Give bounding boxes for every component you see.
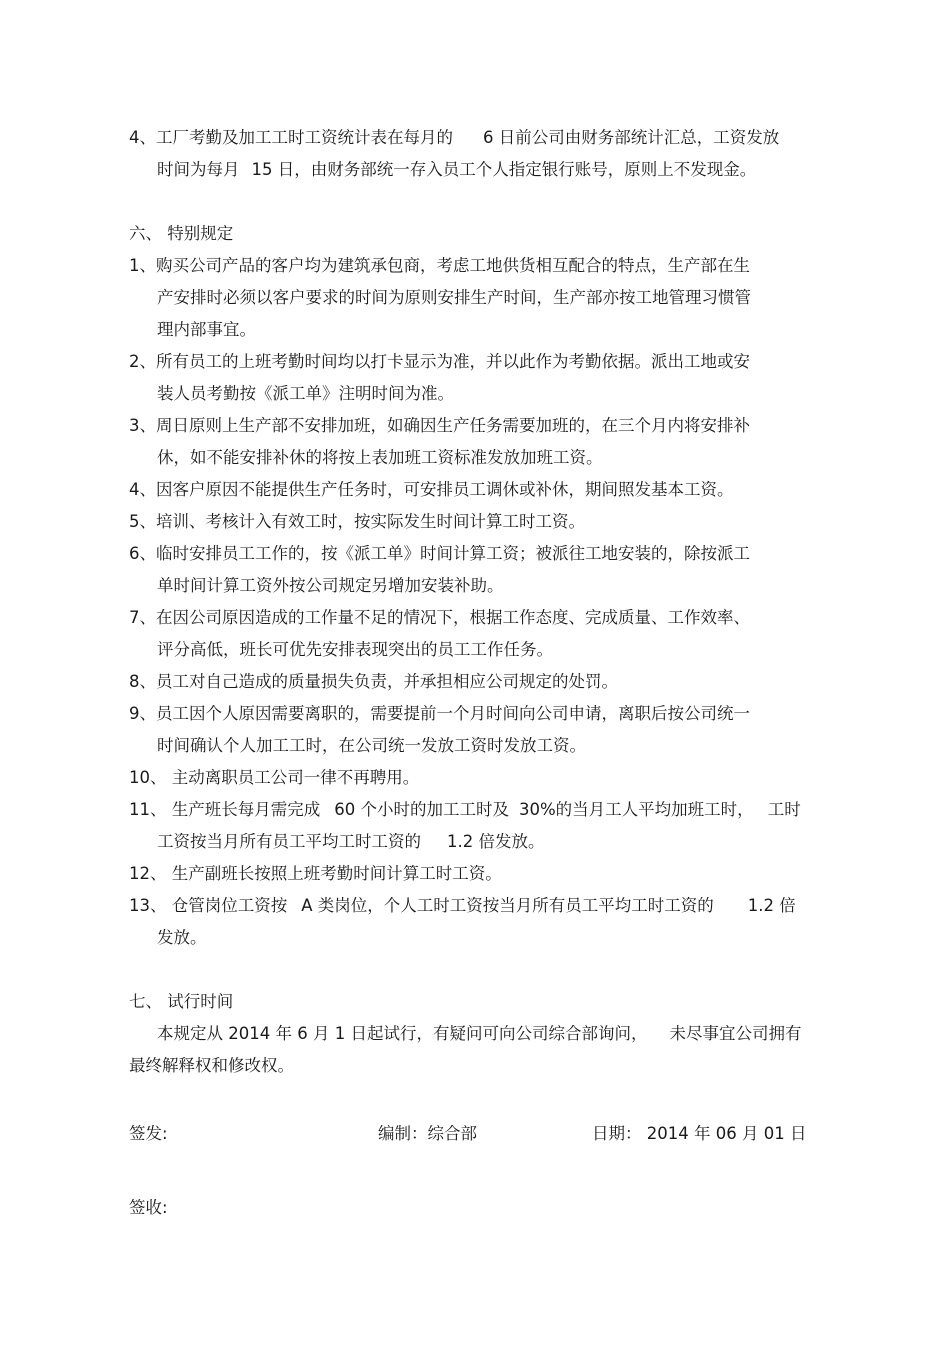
- item13-line1: [129, 895, 796, 917]
- date-label: 日期： 2014 年 06 月 01 日: [592, 1124, 807, 1143]
- item11-text-e: 工资按当月所有员工平均工时工资的: [157, 832, 421, 851]
- item4-text-b: 6 日前公司由财务部统计汇总，工资发放: [483, 128, 780, 147]
- item11-text-d: 工时: [767, 800, 801, 819]
- section6-heading: 六、 特别规定: [129, 224, 234, 243]
- receipt-label: 签收:: [129, 1198, 168, 1217]
- section7-text-b: 未尽事宜公司拥有: [669, 1024, 802, 1043]
- section6-item-5-line-1: 5、培训、考核计入有效工时，按实际发生时间计算工时工资。: [129, 512, 585, 531]
- item4-text-c: 时间为每月: [157, 160, 240, 179]
- section6-item-9-line-1: 9、员工因个人原因需要离职的，需要提前一个月时间向公司申请，离职后按公司统一: [129, 704, 750, 723]
- section6-item-7-line-1: 7、在因公司原因造成的工作量不足的情况下，根据工作态度、完成质量、工作效率、: [129, 608, 750, 627]
- item11-text-c: 30%的当月工人平均加班工时，: [519, 800, 754, 819]
- item11-text-a: 11、 生产班长每月需完成: [129, 800, 321, 819]
- editor-label: 编制：综合部: [378, 1124, 477, 1143]
- item13-text-c: 1.2 倍: [747, 896, 796, 915]
- section7-line1: [157, 1023, 801, 1045]
- section6-item-6-line-2: 单时间计算工资外按公司规定另增加安装补助。: [157, 576, 504, 595]
- item4-text-a: 4、工厂考勤及加工工时工资统计表在每月的: [129, 128, 453, 147]
- section6-item-4-line-1: 4、因客户原因不能提供生产任务时，可安排员工调休或补休，期间照发基本工资。: [129, 480, 734, 499]
- item12-line: 12、 生产副班长按照上班考勤时间计算工时工资。: [129, 864, 502, 883]
- section6-item-9-line-2: 时间确认个人加工工时，在公司统一发放工资时发放工资。: [157, 736, 586, 755]
- section7-line2: 最终解释权和修改权。: [129, 1056, 294, 1075]
- item11-line1: [129, 799, 801, 821]
- item11-text-b: 60 个小时的加工工时及: [334, 800, 509, 819]
- section6-item-1-line-1: 1、购买公司产品的客户均为建筑承包商，考虑工地供货相互配合的特点，生产部在生: [129, 256, 750, 275]
- section6-item-3-line-2: 休，如不能安排补休的将按上表加班工资标准发放加班工资。: [157, 448, 603, 467]
- issuer-label: 签发:: [129, 1124, 168, 1143]
- section6-item-10-line-1: 10、 主动离职员工公司一律不再聘用。: [129, 768, 420, 787]
- section7-text-a: 本规定从 2014 年 6 月 1 日起试行，有疑问可向公司综合部询问，: [157, 1024, 648, 1043]
- section6-item-6-line-1: 6、临时安排员工工作的，按《派工单》时间计算工资；被派往工地安装的，除按派工: [129, 544, 750, 563]
- item11-text-f: 1.2 倍发放。: [447, 832, 545, 851]
- section6-item-1-line-2: 产安排时必须以客户要求的时间为原则安排生产时间，生产部亦按工地管理习惯管: [157, 288, 751, 307]
- item13-line2: 发放。: [157, 928, 207, 947]
- section6-item-2-line-2: 装人员考勤按《派工单》注明时间为准。: [157, 384, 454, 403]
- item11-line2: [157, 831, 545, 853]
- section7-heading: 七、 试行时间: [129, 992, 234, 1011]
- item4-line2: [157, 159, 756, 181]
- section6-item-8-line-1: 8、员工对自己造成的质量损失负责，并承担相应公司规定的处罚。: [129, 672, 618, 691]
- section6-item-2-line-1: 2、所有员工的上班考勤时间均以打卡显示为准，并以此作为考勤依据。派出工地或安: [129, 352, 750, 371]
- item4-text-d: 15 日，由财务部统一存入员工个人指定银行账号，原则上不发现金。: [251, 160, 757, 179]
- item4-line1: [129, 127, 779, 149]
- section6-item-7-line-2: 评分高低，班长可优先安排表现突出的员工工作任务。: [157, 640, 553, 659]
- item13-text-a: 13、 仓管岗位工资按: [129, 896, 288, 915]
- item13-text-b: A 类岗位，个人工时工资按当月所有员工平均工时工资的: [301, 896, 714, 915]
- section6-item-1-line-3: 理内部事宜。: [157, 320, 256, 339]
- section6-item-3-line-1: 3、周日原则上生产部不安排加班，如确因生产任务需要加班的，在三个月内将安排补: [129, 416, 750, 435]
